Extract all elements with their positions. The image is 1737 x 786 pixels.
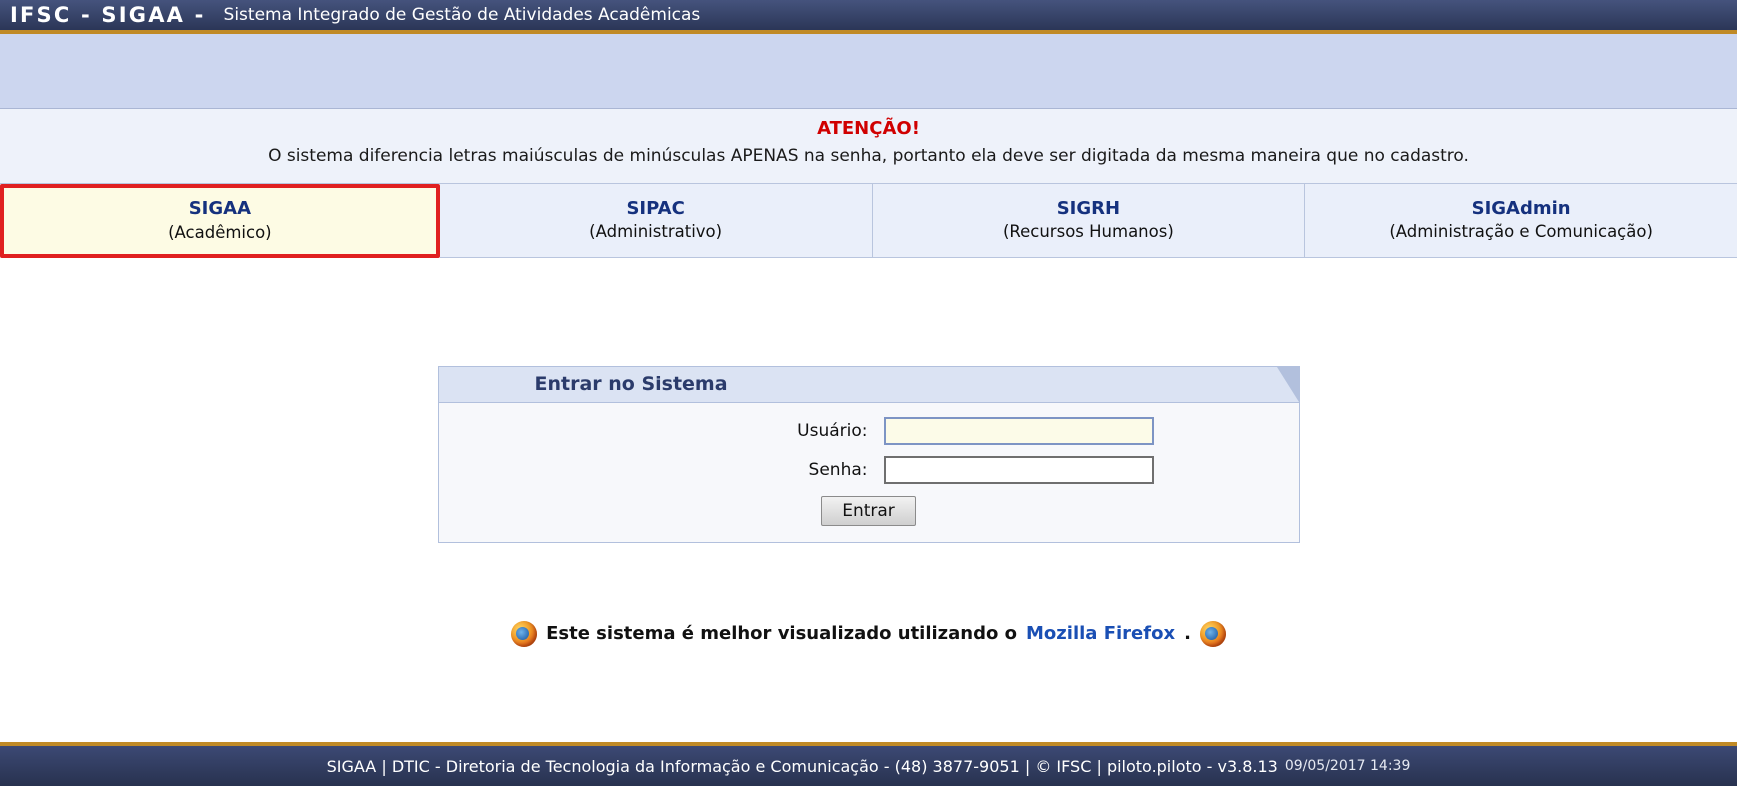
tab-sigadmin[interactable] (1305, 184, 1737, 258)
username-label: Usuário: (797, 420, 868, 441)
tab-sipac-name: SIPAC (626, 197, 685, 219)
login-panel-header (438, 366, 1300, 402)
tab-sigrh-desc: (Recursos Humanos) (1002, 222, 1174, 242)
tab-sigaa[interactable] (0, 184, 440, 258)
tab-sipac[interactable] (440, 184, 873, 258)
password-label: Senha: (808, 459, 868, 480)
system-tabs (0, 184, 1737, 258)
app-header (0, 0, 1737, 34)
login-form (438, 402, 1300, 543)
username-row (439, 417, 1299, 445)
panel-corner-decoration (1277, 367, 1299, 402)
app-brand: IFSC - SIGAA - (10, 3, 206, 27)
browser-hint-text: Este sistema é melhor visualizado utilizando o (546, 623, 1018, 645)
submit-row (439, 496, 1299, 526)
attention-title: ATENÇÃO! (817, 118, 920, 139)
page-footer (0, 742, 1737, 786)
browser-recommendation (0, 621, 1737, 647)
tab-sigadmin-desc: (Administração e Comunicação) (1389, 222, 1653, 242)
username-input[interactable] (884, 417, 1154, 445)
login-section (0, 366, 1737, 543)
app-subtitle: Sistema Integrado de Gestão de Atividades Acadêmicas (223, 5, 701, 25)
password-row (439, 456, 1299, 484)
attention-text: O sistema diferencia letras maiúsculas de minúsculas APENAS na senha, portanto ela deve ser digitada da mesma maneira que no cadastro. (268, 146, 1469, 166)
tab-sigrh[interactable] (873, 184, 1306, 258)
login-panel-title: Entrar no Sistema (534, 373, 728, 396)
attention-notice (0, 109, 1737, 184)
tab-sipac-desc: (Administrativo) (589, 222, 723, 242)
firefox-icon (1200, 621, 1226, 647)
tab-sigadmin-name: SIGAdmin (1471, 197, 1571, 219)
footer-text: SIGAA | DTIC - Diretoria de Tecnologia da Informação e Comunicação - (48) 3877-9051 | © IFSC | piloto.piloto - v3.8.13 (326, 756, 1278, 776)
tab-sigaa-name: SIGAA (188, 198, 252, 220)
password-input[interactable] (884, 456, 1154, 484)
firefox-icon (511, 621, 537, 647)
mozilla-firefox-link[interactable]: Mozilla Firefox (1026, 623, 1176, 645)
header-band (0, 34, 1737, 109)
footer-timestamp: 09/05/2017 14:39 (1284, 758, 1411, 774)
login-submit-button[interactable]: Entrar (821, 496, 916, 526)
login-panel (438, 366, 1300, 543)
tab-sigaa-desc: (Acadêmico) (168, 222, 272, 242)
browser-hint-period: . (1184, 623, 1191, 645)
tab-sigrh-name: SIGRH (1056, 197, 1121, 219)
